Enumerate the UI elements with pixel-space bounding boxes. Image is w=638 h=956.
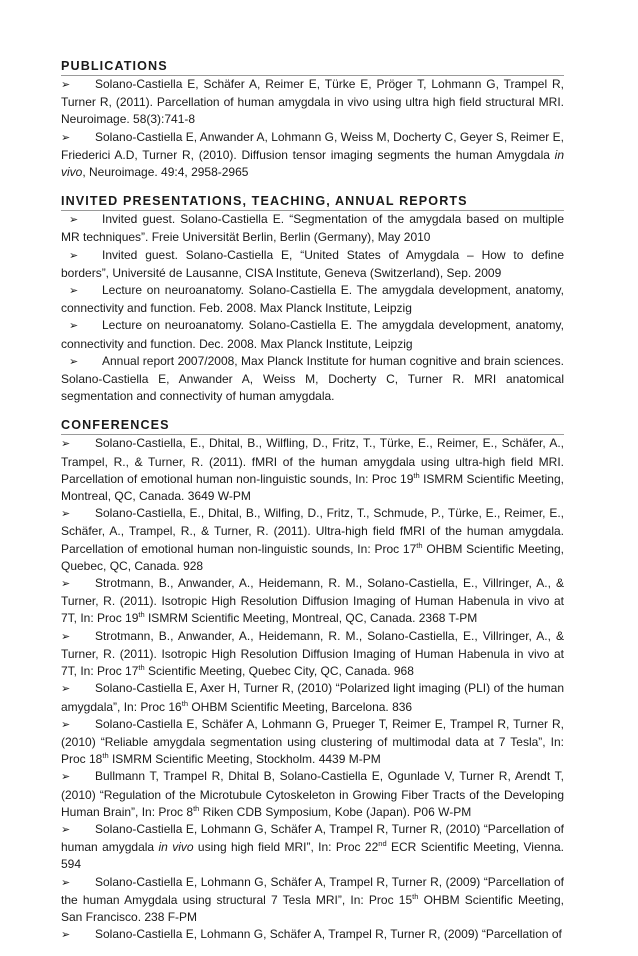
list-item: ➢ Solano-Castiella E, Anwander A, Lohmann G, Weiss M, Docherty C, Geyer S, Reimer E, Friederici A.D, Turner R, (2010). Diffusion tensor imaging segments the human Amygdala in vivo, Neuroimage. 49:4, 2958-2965 (61, 129, 564, 180)
arrow-bullet-icon: ➢ (61, 718, 71, 731)
arrow-bullet-icon: ➢ (61, 131, 71, 144)
list-item: ➢ Strotmann, B., Anwander, A., Heidemann, R. M., Solano-Castiella, E., Villringer, A., & Turner, R. (2011). Isotropic High Resolution Diffusion Imaging of Human Habenula in vivo at 7T, In: Proc 19th ISMRM Scientific Meeting, Montreal, QC, Canada. 2368 T-PM (61, 576, 564, 626)
publications-section (61, 58, 564, 181)
list-item: ➢ Solano-Castiella E, Schäfer A, Lohmann G, Prueger T, Reimer E, Trampel R, Turner R, (2010) “Reliable amygdala segmentation using clustering of multimodal data at 7 Tesla”, In: Proc 18th ISMRM Scientific Meeting, Stockholm. 4439 M-PM (61, 716, 564, 767)
arrow-bullet-icon: ➢ (61, 771, 71, 784)
arrow-bullet-icon: ➢ (61, 823, 71, 836)
conferences-section (61, 417, 564, 944)
list-item: ➢ Invited guest. Solano-Castiella E. “Segmentation of the amygdala based on multiple MR techniques”. Freie Universität Berlin, Berlin (Germany), May 2010 (61, 212, 564, 245)
list-item: ➢ Lecture on neuroanatomy. Solano-Castiella E. The amygdala development, anatomy, connectivity and function. Dec. 2008. Max Planck Institute, Leipzig (61, 318, 564, 351)
arrow-bullet-icon: ➢ (61, 79, 71, 91)
list-item: ➢ Annual report 2007/2008, Max Planck Institute for human cognitive and brain sciences. Solano-Castiella E, Anwander A, Weiss M, Docherty C, Turner R. MRI anatomical segmentation and connectivity of human amygdala. (61, 353, 564, 404)
list-item: ➢ Strotmann, B., Anwander, A., Heidemann, R. M., Solano-Castiella, E., Villringer, A., & Turner, R. (2011). Isotropic High Resolution Diffusion Imaging of Human Habenula in vivo at 7T, In: Proc 17th Scientific Meeting, Quebec City, QC, Canada. 968 (61, 628, 564, 679)
arrow-bullet-icon: ➢ (69, 355, 79, 368)
list-item: ➢ Solano-Castiella E, Axer H, Turner R, (2010) “Polarized light imaging (PLI) of the human amygdala”, In: Proc 16th OHBM Scientific Meeting, Barcelona. 836 (61, 681, 564, 714)
list-item: ➢ Solano-Castiella, E., Dhital, B., Wilfling, D., Fritz, T., Türke, E., Reimer, E., Schäfer, A., Trampel, R., & Turner, R. (2011). fMRI of the human amygdala using ultra-high field MRI. Parcellation of emotional human non-linguistic sounds, In: Proc 19th ISMRM Scientific Meeting, Montreal, QC, Canada. 3649 W-PM (61, 436, 564, 504)
list-item: ➢ Bullmann T, Trampel R, Dhital B, Solano-Castiella E, Ogunlade V, Turner R, Arendt T, (2010) “Regulation of the Microtubule Cytoskeleton in Growing Fiber Tracts of the Developing Human Brain”, In: Proc 8th Riken CDB Symposium, Kobe (Japan). P06 W-PM (61, 769, 564, 819)
arrow-bullet-icon: ➢ (61, 683, 71, 696)
arrow-bullet-icon: ➢ (69, 214, 79, 227)
arrow-bullet-icon: ➢ (61, 438, 71, 451)
arrow-bullet-icon: ➢ (61, 578, 71, 591)
list-item: ➢ Solano-Castiella, E., Dhital, B., Wilfing, D., Fritz, T., Schmude, P., Türke, E., Reimer, E., Schäfer, A., Trampel, R., & Turner, R. (2011). Ultra-high field fMRI of the human amygdala. Parcellation of emotional human non-linguistic sounds, In: Proc 17th OHBM Scientific Meeting, Quebec, QC, Canada. 928 (61, 506, 564, 573)
arrow-bullet-icon: ➢ (61, 929, 71, 942)
list-item: ➢ Invited guest. Solano-Castiella E, “United States of Amygdala – How to define borders”, Université de Lausanne, CISA Institute, Geneva (Switzerland), Sep. 2009 (61, 247, 564, 280)
cv-page (61, 58, 564, 956)
section-heading: INVITED PRESENTATIONS, TEACHING, ANNUAL REPORTS (61, 193, 564, 211)
arrow-bullet-icon: ➢ (69, 285, 79, 298)
list-item: ➢ Lecture on neuroanatomy. Solano-Castiella E. The amygdala development, anatomy, connectivity and function. Feb. 2008. Max Planck Institute, Leipzig (61, 283, 564, 316)
arrow-bullet-icon: ➢ (61, 876, 71, 889)
arrow-bullet-icon: ➢ (69, 320, 79, 333)
arrow-bullet-icon: ➢ (69, 249, 79, 262)
list-item: ➢ Solano-Castiella E, Schäfer A, Reimer E, Türke E, Pröger T, Lohmann G, Trampel R, Turner R, (2011). Parcellation of human amygdala in vivo using ultra high field structural MRI. Neuroimage. 58(3):741-8 (61, 77, 564, 127)
section-heading: CONFERENCES (61, 417, 564, 435)
list-item: ➢ Solano-Castiella E, Lohmann G, Schäfer A, Trampel R, Turner R, (2009) “Parcellation of the human Amygdala using structural 7 Tesla MRI”, In: Proc 15th OHBM Scientific Meeting, San Francisco. 238 F-PM (61, 874, 565, 924)
invited-section (61, 193, 564, 405)
list-item: ➢ Solano-Castiella E, Lohmann G, Schäfer A, Trampel R, Turner R, (2009) “Parcellation of (61, 926, 564, 944)
arrow-bullet-icon: ➢ (61, 630, 71, 643)
section-heading: PUBLICATIONS (61, 58, 564, 76)
arrow-bullet-icon: ➢ (61, 508, 71, 521)
list-item: ➢ Solano-Castiella E, Lohmann G, Schäfer A, Trampel R, Turner R, (2010) “Parcellation of human amygdala in vivo using high field MRI”, In: Proc 22nd ECR Scientific Meeting, Vienna. 594 (61, 821, 565, 872)
